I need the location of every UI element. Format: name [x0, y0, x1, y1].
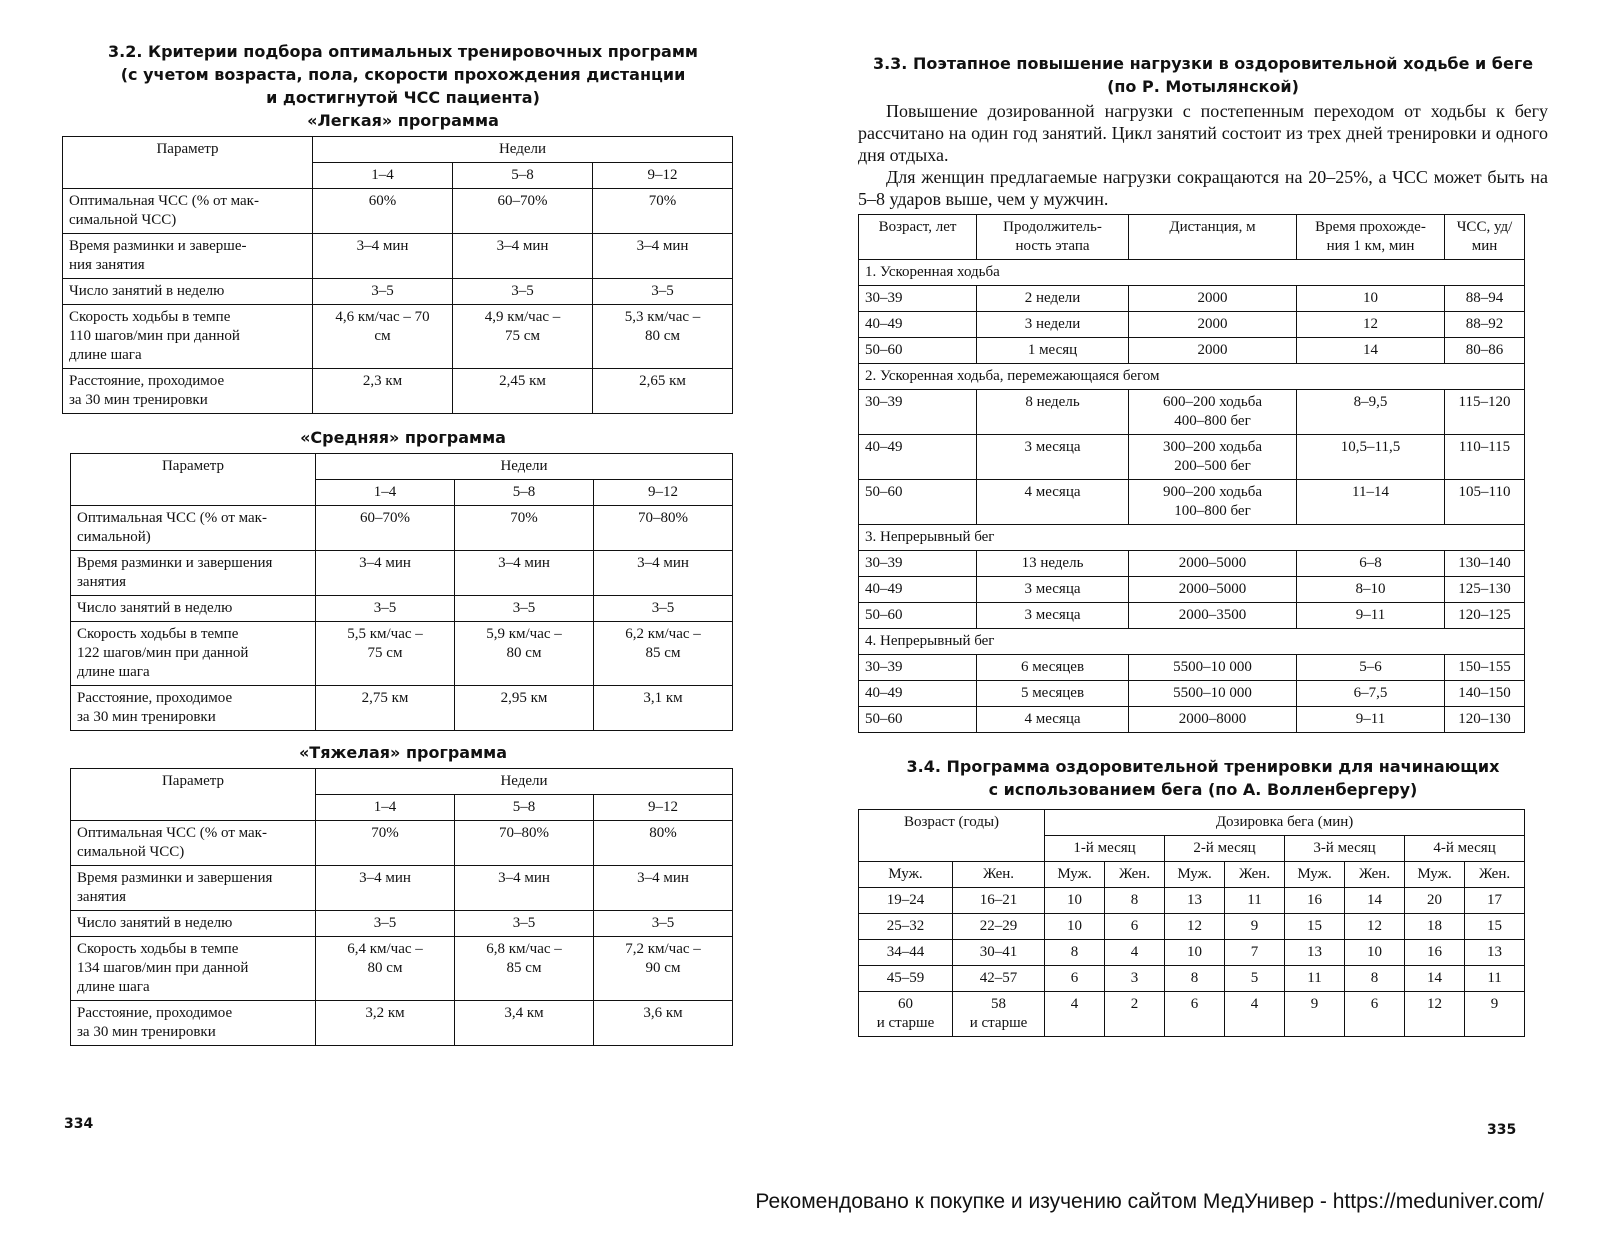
cell: 3,4 км — [455, 1001, 594, 1046]
week-col: 5–8 — [453, 163, 593, 189]
cell: 30–39 — [859, 390, 977, 435]
cell: 30–39 — [859, 655, 977, 681]
cell: 30–41 — [953, 940, 1045, 966]
cell: 3–5 — [455, 596, 594, 622]
sex-header: Муж. — [1285, 862, 1345, 888]
table-row — [859, 338, 1525, 364]
cell: 4 — [1225, 992, 1285, 1037]
cell: 5500–10 000 — [1129, 681, 1297, 707]
cell: 12 — [1297, 312, 1445, 338]
cell: 40–49 — [859, 577, 977, 603]
table-row — [859, 480, 1525, 525]
cell: 120–130 — [1445, 707, 1525, 733]
cell: 88–94 — [1445, 286, 1525, 312]
header-dose: Дозировка бега (мин) — [1045, 810, 1525, 836]
cell: 70–80% — [455, 821, 594, 866]
group-label: 3. Непрерывный бег — [859, 525, 1525, 551]
cell: 6–7,5 — [1297, 681, 1445, 707]
table-row — [71, 686, 733, 731]
cell: 40–49 — [859, 312, 977, 338]
cell: 10 — [1345, 940, 1405, 966]
cell: 50–60 — [859, 603, 977, 629]
cell: 4 месяца — [977, 707, 1129, 733]
cell: 42–57 — [953, 966, 1045, 992]
cell: 9 — [1225, 914, 1285, 940]
cell: 5,5 км/час – 75 см — [316, 622, 455, 686]
table-row — [859, 940, 1525, 966]
cell: 13 недель — [977, 551, 1129, 577]
cell: 50–60 — [859, 480, 977, 525]
cell: 13 — [1465, 940, 1525, 966]
cell: 8–9,5 — [1297, 390, 1445, 435]
cell: 58 и старше — [953, 992, 1045, 1037]
group-row — [859, 364, 1525, 390]
week-col: 9–12 — [594, 480, 733, 506]
table-row — [859, 655, 1525, 681]
row-label: Оптимальная ЧСС (% от мак- симальной) — [71, 506, 316, 551]
sex-header: Жен. — [953, 862, 1045, 888]
cell: 60–70% — [316, 506, 455, 551]
cell: 6 — [1045, 966, 1105, 992]
cell: 9 — [1465, 992, 1525, 1037]
header-weeks: Недели — [316, 454, 733, 480]
cell: 6 — [1105, 914, 1165, 940]
row-label: Время разминки и завершения занятия — [71, 551, 316, 596]
cell: 2,75 км — [316, 686, 455, 731]
cell: 4 месяца — [977, 480, 1129, 525]
cell: 3 месяца — [977, 603, 1129, 629]
cell: 8 — [1045, 940, 1105, 966]
cell: 70% — [593, 189, 733, 234]
cell: 10 — [1045, 888, 1105, 914]
group-label: 2. Ускоренная ходьба, перемежающаяся бегом — [859, 364, 1525, 390]
sex-header: Жен. — [1465, 862, 1525, 888]
cell: 2,95 км — [455, 686, 594, 731]
row-label: Оптимальная ЧСС (% от мак- симальной ЧСС) — [63, 189, 313, 234]
cell: 3–5 — [316, 911, 455, 937]
cell: 10 — [1165, 940, 1225, 966]
cell: 8 недель — [977, 390, 1129, 435]
row-label: Расстояние, проходимое за 30 мин тренировки — [71, 686, 316, 731]
cell: 6–8 — [1297, 551, 1445, 577]
cell: 88–92 — [1445, 312, 1525, 338]
right-page — [858, 0, 1548, 1037]
header-weeks: Недели — [313, 137, 733, 163]
cell: 900–200 ходьба 100–800 бег — [1129, 480, 1297, 525]
header-distance: Дистанция, м — [1129, 215, 1297, 260]
program-table-medium — [70, 453, 733, 731]
header-age-years: Возраст (годы) — [859, 810, 1045, 862]
week-col: 1–4 — [316, 795, 455, 821]
cell: 110–115 — [1445, 435, 1525, 480]
row-label: Время разминки и заверше- ния занятия — [63, 234, 313, 279]
cell: 17 — [1465, 888, 1525, 914]
cell: 3–5 — [455, 911, 594, 937]
cell: 3–5 — [594, 596, 733, 622]
header-duration: Продолжитель- ность этапа — [977, 215, 1129, 260]
section-3-3-title: 3.3. Поэтапное повышение нагрузки в оздоровительной ходьбе и беге (по Р. Мотылянской) — [872, 54, 1534, 96]
group-label: 1. Ускоренная ходьба — [859, 260, 1525, 286]
table-row — [71, 1001, 733, 1046]
cell: 45–59 — [859, 966, 953, 992]
cell: 13 — [1165, 888, 1225, 914]
cell: 16 — [1285, 888, 1345, 914]
intro-paragraph-1: Повышение дозированной нагрузки с постепенным переходом от ходьбы к бегу рассчитано на один год занятий. Цикл занятий состоит из трех дней тренировки и одного дня отдыха. — [858, 101, 1548, 165]
cell: 11 — [1465, 966, 1525, 992]
table-row — [71, 866, 733, 911]
table-row — [859, 966, 1525, 992]
cell: 11 — [1225, 888, 1285, 914]
row-label: Расстояние, проходимое за 30 мин тренировки — [63, 369, 313, 414]
cell: 3–4 мин — [455, 551, 594, 596]
cell: 9 — [1285, 992, 1345, 1037]
cell: 3,2 км — [316, 1001, 455, 1046]
cell: 25–32 — [859, 914, 953, 940]
cell: 19–24 — [859, 888, 953, 914]
row-label: Скорость ходьбы в темпе 110 шагов/мин при данной длине шага — [63, 305, 313, 369]
sex-header: Жен. — [1345, 862, 1405, 888]
cell: 600–200 ходьба 400–800 бег — [1129, 390, 1297, 435]
month-header: 2-й месяц — [1165, 836, 1285, 862]
cell: 15 — [1285, 914, 1345, 940]
cell: 11 — [1285, 966, 1345, 992]
cell: 7 — [1225, 940, 1285, 966]
cell: 12 — [1405, 992, 1465, 1037]
cell: 3–4 мин — [594, 551, 733, 596]
cell: 7,2 км/час – 90 см — [594, 937, 733, 1001]
page-number-right: 335 — [1487, 1122, 1517, 1138]
table-row — [859, 435, 1525, 480]
cell: 60–70% — [453, 189, 593, 234]
header-time-per-km: Время прохожде- ния 1 км, мин — [1297, 215, 1445, 260]
cell: 60% — [313, 189, 453, 234]
cell: 6 — [1345, 992, 1405, 1037]
cell: 14 — [1405, 966, 1465, 992]
table-row — [859, 551, 1525, 577]
cell: 3–5 — [453, 279, 593, 305]
sex-header: Жен. — [1225, 862, 1285, 888]
cell: 70% — [316, 821, 455, 866]
cell: 3–4 мин — [593, 234, 733, 279]
sex-header: Муж. — [1405, 862, 1465, 888]
cell: 4,9 км/час – 75 см — [453, 305, 593, 369]
running-dose-table — [858, 809, 1525, 1037]
table-row — [859, 914, 1525, 940]
cell: 18 — [1405, 914, 1465, 940]
cell: 10 — [1045, 914, 1105, 940]
cell: 3–4 мин — [316, 551, 455, 596]
cell: 10 — [1297, 286, 1445, 312]
table-row — [71, 821, 733, 866]
row-label: Скорость ходьбы в темпе 134 шагов/мин при данной длине шага — [71, 937, 316, 1001]
cell: 5,9 км/час – 80 см — [455, 622, 594, 686]
cell: 13 — [1285, 940, 1345, 966]
cell: 2000–5000 — [1129, 577, 1297, 603]
table-row — [859, 992, 1525, 1037]
cell: 3 недели — [977, 312, 1129, 338]
program-table-light — [62, 136, 733, 414]
cell: 70% — [455, 506, 594, 551]
week-col: 9–12 — [594, 795, 733, 821]
cell: 5,3 км/час – 80 см — [593, 305, 733, 369]
cell: 2 — [1105, 992, 1165, 1037]
group-label: 4. Непрерывный бег — [859, 629, 1525, 655]
cell: 20 — [1405, 888, 1465, 914]
cell: 130–140 — [1445, 551, 1525, 577]
cell: 12 — [1345, 914, 1405, 940]
cell: 3–5 — [594, 911, 733, 937]
table-row — [63, 369, 733, 414]
cell: 3–4 мин — [455, 866, 594, 911]
row-label: Число занятий в неделю — [71, 596, 316, 622]
cell: 6 месяцев — [977, 655, 1129, 681]
cell: 3,6 км — [594, 1001, 733, 1046]
table-row — [859, 286, 1525, 312]
cell: 80–86 — [1445, 338, 1525, 364]
row-label: Оптимальная ЧСС (% от мак- симальной ЧСС) — [71, 821, 316, 866]
cell: 3 — [1105, 966, 1165, 992]
table-row — [63, 305, 733, 369]
cell: 8 — [1165, 966, 1225, 992]
cell: 2,45 км — [453, 369, 593, 414]
table-row — [71, 622, 733, 686]
header-weeks: Недели — [316, 769, 733, 795]
cell: 6 — [1165, 992, 1225, 1037]
cell: 105–110 — [1445, 480, 1525, 525]
cell: 4 — [1045, 992, 1105, 1037]
cell: 30–39 — [859, 551, 977, 577]
cell: 11–14 — [1297, 480, 1445, 525]
intro-paragraph-2: Для женщин предлагаемые нагрузки сокращаются на 20–25%, а ЧСС может быть на 5–8 ударов выше, чем у мужчин. — [858, 167, 1548, 209]
cell: 6,2 км/час – 85 см — [594, 622, 733, 686]
cell: 125–130 — [1445, 577, 1525, 603]
cell: 2000–3500 — [1129, 603, 1297, 629]
program-title-medium: «Средняя» программа — [300, 428, 506, 447]
group-row — [859, 629, 1525, 655]
cell: 8–10 — [1297, 577, 1445, 603]
table-row — [859, 707, 1525, 733]
cell: 5 месяцев — [977, 681, 1129, 707]
cell: 22–29 — [953, 914, 1045, 940]
group-row — [859, 525, 1525, 551]
cell: 34–44 — [859, 940, 953, 966]
cell: 60 и старше — [859, 992, 953, 1037]
section-3-4-title: 3.4. Программа оздоровительной тренировки для начинающих с использованием бега (по А. Волленбергеру) — [906, 757, 1500, 799]
cell: 6,8 км/час – 85 см — [455, 937, 594, 1001]
cell: 2000 — [1129, 286, 1297, 312]
cell: 9–11 — [1297, 603, 1445, 629]
cell: 2,65 км — [593, 369, 733, 414]
cell: 50–60 — [859, 338, 977, 364]
program-title-light: «Легкая» программа — [307, 111, 499, 130]
table-row — [859, 390, 1525, 435]
cell: 1 месяц — [977, 338, 1129, 364]
cell: 10,5–11,5 — [1297, 435, 1445, 480]
cell: 3–5 — [316, 596, 455, 622]
sex-header: Муж. — [1165, 862, 1225, 888]
cell: 150–155 — [1445, 655, 1525, 681]
table-row — [71, 911, 733, 937]
month-header: 4-й месяц — [1405, 836, 1525, 862]
header-param: Параметр — [71, 769, 316, 821]
cell: 30–39 — [859, 286, 977, 312]
header-param: Параметр — [71, 454, 316, 506]
row-label: Время разминки и завершения занятия — [71, 866, 316, 911]
cell: 2000–5000 — [1129, 551, 1297, 577]
cell: 5–6 — [1297, 655, 1445, 681]
cell: 120–125 — [1445, 603, 1525, 629]
section-3-2-title: 3.2. Критерии подбора оптимальных тренировочных программ (с учетом возраста, пола, скорости прохождения дистанции и достигнутой ЧСС пациента) — [108, 42, 698, 107]
sex-header: Муж. — [1045, 862, 1105, 888]
week-col: 1–4 — [316, 480, 455, 506]
header-age: Возраст, лет — [859, 215, 977, 260]
cell: 3 месяца — [977, 577, 1129, 603]
table-row — [859, 888, 1525, 914]
load-progression-table — [858, 214, 1525, 733]
cell: 300–200 ходьба 200–500 бег — [1129, 435, 1297, 480]
cell: 2000 — [1129, 312, 1297, 338]
cell: 2,3 км — [313, 369, 453, 414]
cell: 3,1 км — [594, 686, 733, 731]
row-label: Расстояние, проходимое за 30 мин тренировки — [71, 1001, 316, 1046]
table-row — [63, 279, 733, 305]
cell: 14 — [1345, 888, 1405, 914]
table-row — [71, 506, 733, 551]
week-col: 9–12 — [593, 163, 733, 189]
program-table-heavy — [70, 768, 733, 1046]
row-label: Число занятий в неделю — [71, 911, 316, 937]
header-heart-rate: ЧСС, уд/ мин — [1445, 215, 1525, 260]
table-row — [71, 551, 733, 596]
table-row — [71, 596, 733, 622]
footer-recommendation: Рекомендовано к покупке и изучению сайтом МедУнивер - https://meduniver.com/ — [755, 1190, 1544, 1213]
table-row — [63, 189, 733, 234]
program-title-heavy: «Тяжелая» программа — [298, 743, 508, 762]
cell: 5 — [1225, 966, 1285, 992]
cell: 15 — [1465, 914, 1525, 940]
cell: 40–49 — [859, 681, 977, 707]
table-row — [71, 937, 733, 1001]
table-row — [859, 681, 1525, 707]
cell: 3 месяца — [977, 435, 1129, 480]
cell: 3–4 мин — [453, 234, 593, 279]
group-row — [859, 260, 1525, 286]
cell: 115–120 — [1445, 390, 1525, 435]
cell: 12 — [1165, 914, 1225, 940]
cell: 70–80% — [594, 506, 733, 551]
cell: 3–4 мин — [313, 234, 453, 279]
cell: 3–5 — [593, 279, 733, 305]
week-col: 1–4 — [313, 163, 453, 189]
row-label: Скорость ходьбы в темпе 122 шагов/мин при данной длине шага — [71, 622, 316, 686]
cell: 16 — [1405, 940, 1465, 966]
cell: 50–60 — [859, 707, 977, 733]
row-label: Число занятий в неделю — [63, 279, 313, 305]
cell: 4,6 км/час – 70 см — [313, 305, 453, 369]
cell: 4 — [1105, 940, 1165, 966]
week-col: 5–8 — [455, 795, 594, 821]
cell: 14 — [1297, 338, 1445, 364]
cell: 8 — [1105, 888, 1165, 914]
cell: 3–4 мин — [594, 866, 733, 911]
cell: 140–150 — [1445, 681, 1525, 707]
page-number-left: 334 — [64, 1116, 94, 1132]
week-col: 5–8 — [455, 480, 594, 506]
sex-header: Жен. — [1105, 862, 1165, 888]
table-row — [859, 312, 1525, 338]
month-header: 3-й месяц — [1285, 836, 1405, 862]
cell: 2000–8000 — [1129, 707, 1297, 733]
sex-header: Муж. — [859, 862, 953, 888]
header-param: Параметр — [63, 137, 313, 189]
cell: 80% — [594, 821, 733, 866]
table-row — [63, 234, 733, 279]
left-page — [58, 0, 748, 1046]
cell: 9–11 — [1297, 707, 1445, 733]
cell: 5500–10 000 — [1129, 655, 1297, 681]
cell: 16–21 — [953, 888, 1045, 914]
month-header: 1-й месяц — [1045, 836, 1165, 862]
cell: 3–5 — [313, 279, 453, 305]
cell: 6,4 км/час – 80 см — [316, 937, 455, 1001]
table-row — [859, 577, 1525, 603]
cell: 40–49 — [859, 435, 977, 480]
cell: 2 недели — [977, 286, 1129, 312]
cell: 2000 — [1129, 338, 1297, 364]
cell: 8 — [1345, 966, 1405, 992]
cell: 3–4 мин — [316, 866, 455, 911]
table-row — [859, 603, 1525, 629]
